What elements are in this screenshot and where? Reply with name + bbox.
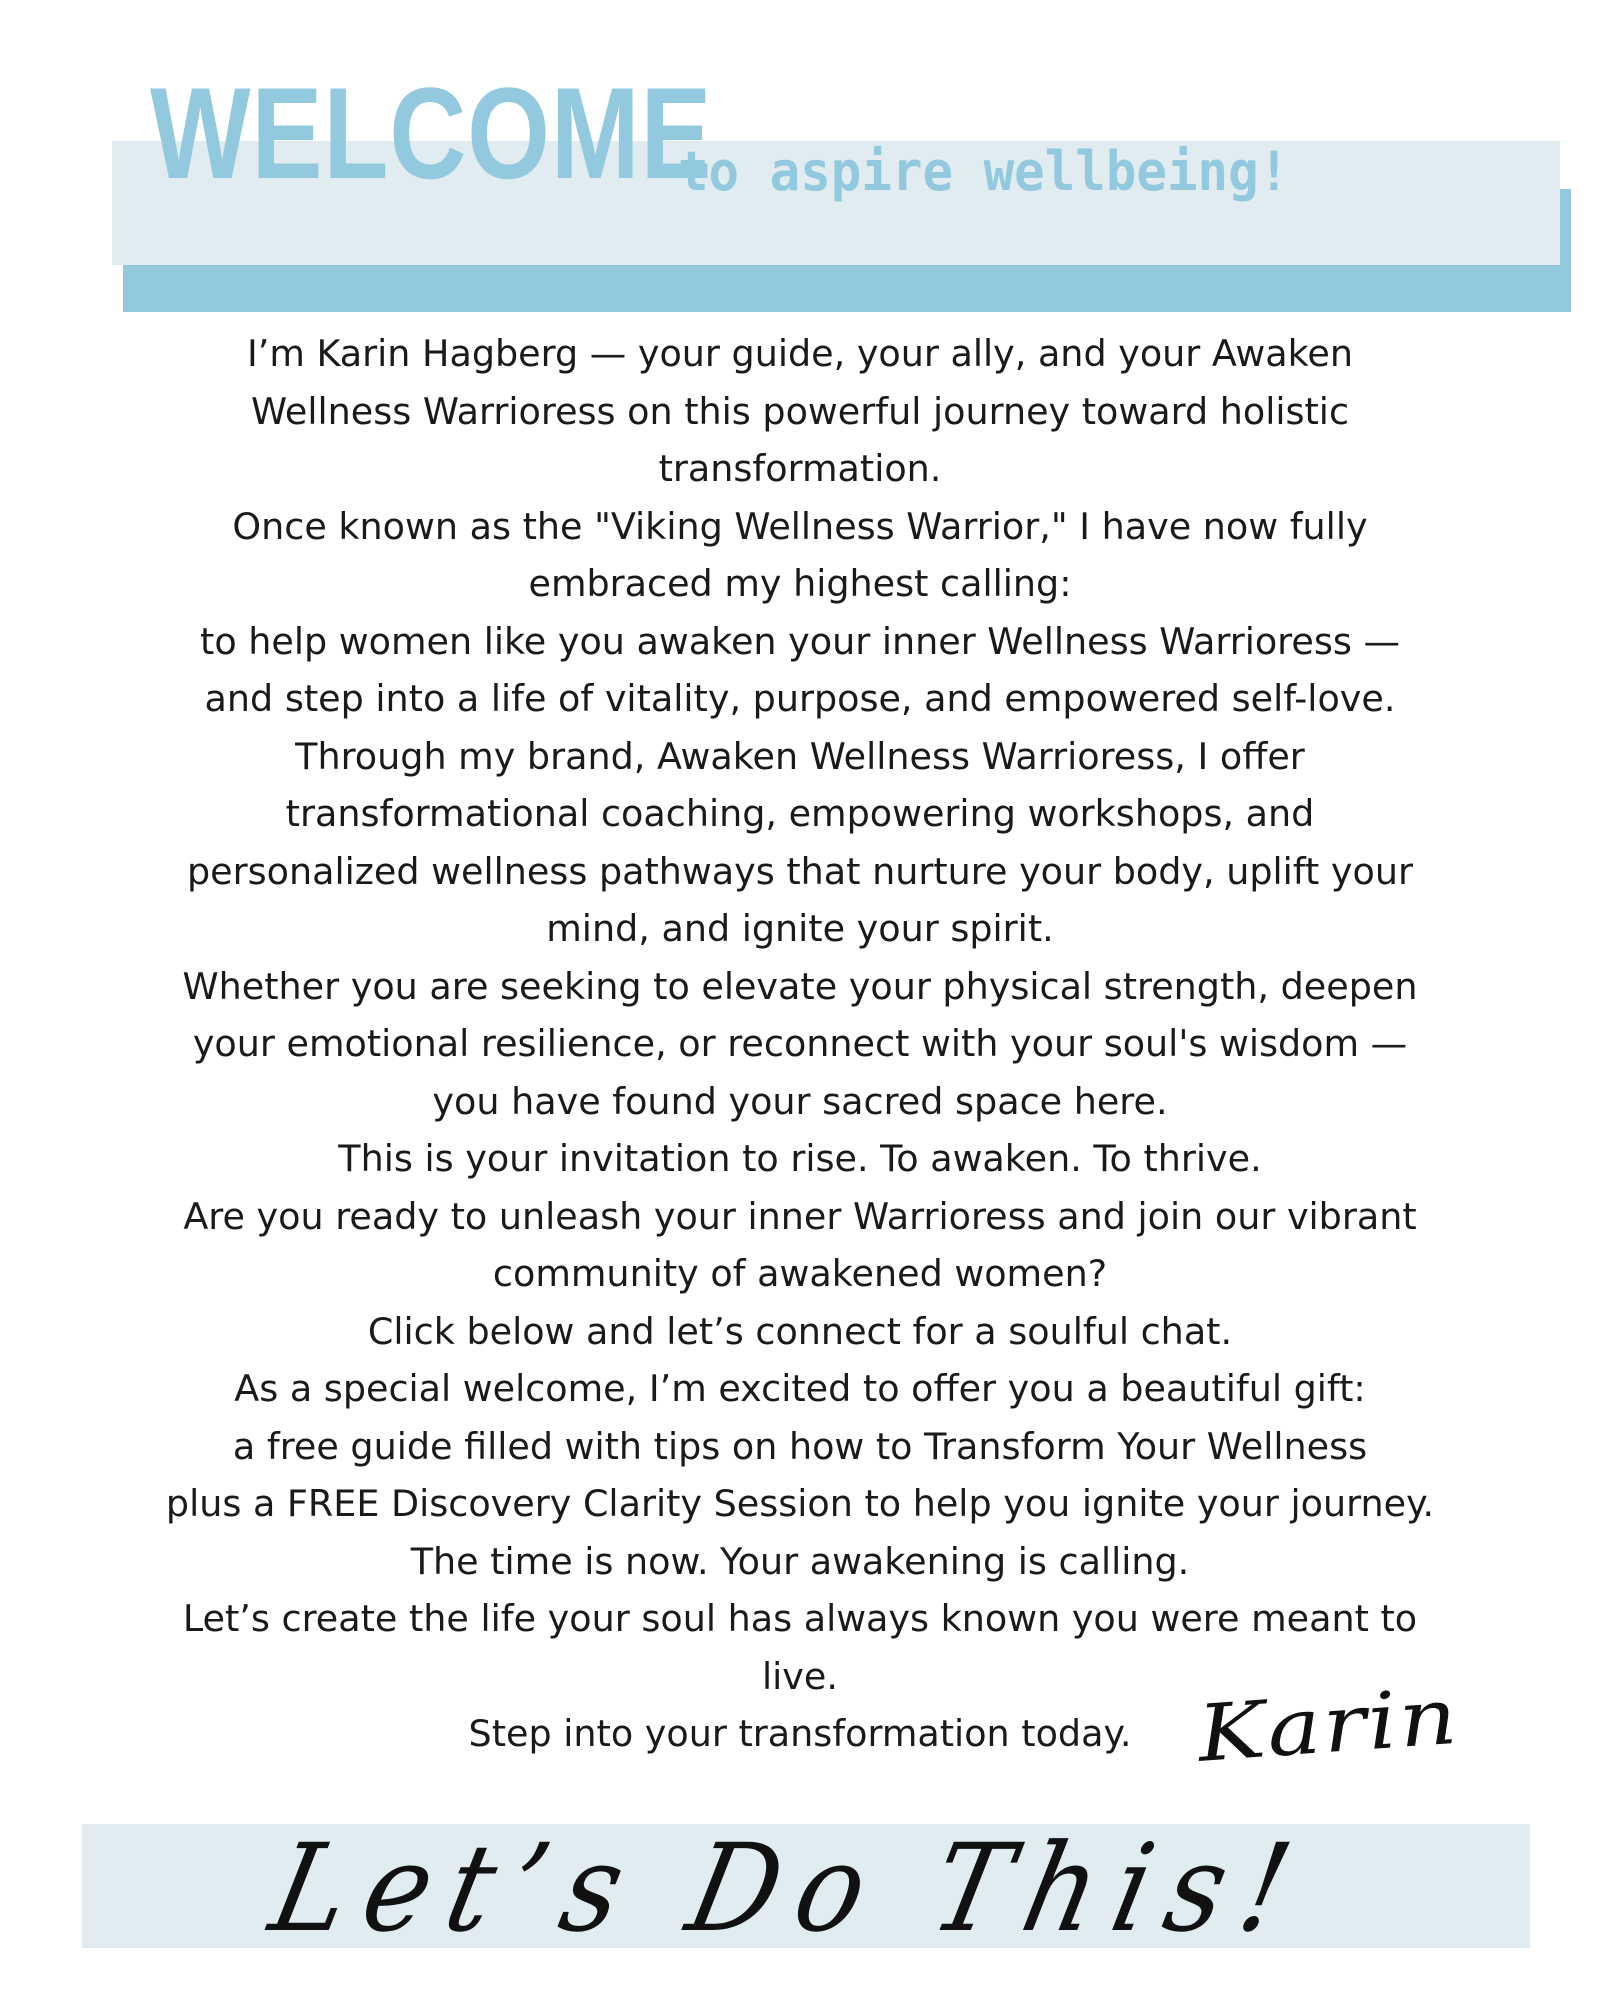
- letter-line: a free guide filled with tips on how to Transform Your Wellness: [232, 1424, 1368, 1468]
- letter-line: Click below and let’s connect for a soulful chat.: [367, 1309, 1233, 1353]
- letter-line: you have found your sacred space here.: [432, 1079, 1168, 1123]
- letter-line: Once known as the "Viking Wellness Warrior," I have now fully: [232, 504, 1368, 548]
- letter-line: to help women like you awaken your inner Wellness Warrioress —: [200, 619, 1400, 663]
- signature: Karin: [1195, 1671, 1462, 1780]
- letter-line: plus a FREE Discovery Clarity Session to help you ignite your journey.: [165, 1482, 1435, 1525]
- letter-line: Step into your transformation today.: [468, 1712, 1132, 1755]
- letter-line: Are you ready to unleash your inner Warrioress and join our vibrant: [183, 1194, 1417, 1238]
- letter-line: embraced my highest calling:: [528, 562, 1072, 605]
- letter-line: community of awakened women?: [492, 1252, 1108, 1295]
- welcome-letter: [60, 325, 1540, 1763]
- letter-line: I’m Karin Hagberg — your guide, your ally, and your Awaken: [246, 332, 1354, 375]
- letter-line: your emotional resilience, or reconnect with your soul's wisdom —: [192, 1022, 1408, 1065]
- letter-line: The time is now. Your awakening is calling.: [410, 1539, 1190, 1583]
- page-title: WELCOME: [150, 60, 713, 206]
- letter-line: personalized wellness pathways that nurture your body, uplift your: [186, 849, 1413, 893]
- letter-line: Wellness Warrioress on this powerful journey toward holistic: [250, 389, 1350, 433]
- letter-line: Let’s create the life your soul has always known you were meant to: [182, 1597, 1418, 1640]
- letter-line: mind, and ignite your spirit.: [546, 907, 1054, 950]
- letter-line: Through my brand, Awaken Wellness Warrioress, I offer: [295, 734, 1305, 778]
- letter-line: transformation.: [658, 447, 942, 490]
- letter-line: and step into a life of vitality, purpose, and empowered self-love.: [204, 677, 1396, 720]
- letter-line: transformational coaching, empowering workshops, and: [285, 792, 1315, 835]
- letter-line: As a special welcome, I’m excited to offer you a beautiful gift:: [234, 1367, 1366, 1410]
- letter-line: live.: [762, 1654, 838, 1698]
- lets-do-this-button[interactable]: Let’s Do This!: [260, 1818, 1321, 1959]
- letter-line: Whether you are seeking to elevate your physical strength, deepen: [182, 964, 1418, 1008]
- letter-line: This is your invitation to rise. To awaken. To thrive.: [338, 1137, 1262, 1180]
- page-subtitle: to aspire wellbeing!: [678, 140, 1290, 203]
